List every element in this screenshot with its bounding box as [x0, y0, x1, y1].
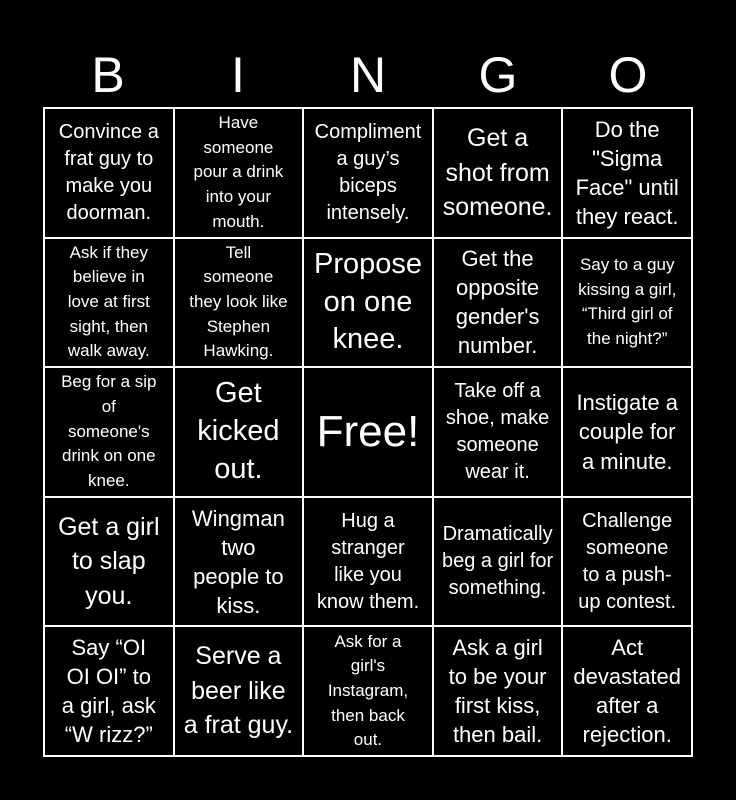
bingo-cell-text: Take off a shoe, make someone wear it. — [445, 379, 550, 483]
bingo-cell[interactable] — [44, 367, 174, 497]
bingo-cell-text: Do the "Sigma Face" until they react. — [575, 116, 679, 229]
bingo-header — [43, 45, 693, 105]
bingo-cell[interactable] — [433, 108, 563, 238]
bingo-cell-text: Serve a beer like a frat guy. — [183, 642, 294, 740]
bingo-cell[interactable] — [44, 497, 174, 627]
bingo-cell[interactable] — [174, 108, 304, 238]
bingo-cell-text: Free! — [316, 406, 420, 456]
bingo-cell[interactable] — [562, 626, 692, 756]
bingo-cell[interactable] — [174, 367, 304, 497]
bingo-cell-text: Tell someone they look like Stephen Hawking. — [189, 242, 288, 361]
header-letter-o: O — [608, 47, 648, 103]
bingo-cell[interactable] — [562, 497, 692, 627]
bingo-cell-text: Beg for a sip of someone's drink on one knee. — [61, 372, 157, 490]
bingo-cell-text: Ask a girl to be your first kiss, then bail. — [448, 635, 547, 748]
bingo-cell-text: Instigate a couple for a minute. — [576, 390, 678, 474]
bingo-cell-text: Ask for a girl's Instagram, then back out. — [327, 631, 409, 750]
header-letter-i: I — [231, 47, 245, 103]
bingo-cell-text: Get a shot from someone. — [442, 124, 553, 222]
bingo-cell-text: Act devastated after a rejection. — [573, 635, 682, 748]
bingo-cell-text: Propose on one knee. — [313, 247, 422, 356]
bingo-cell[interactable] — [44, 626, 174, 756]
bingo-cell-text: Hug a stranger like you know them. — [316, 509, 420, 613]
bingo-cell[interactable] — [303, 238, 433, 368]
bingo-cell[interactable] — [174, 497, 304, 627]
bingo-cell-text: Wingman two people to kiss. — [191, 505, 285, 618]
bingo-card-grid — [43, 107, 693, 757]
bingo-cell[interactable] — [303, 626, 433, 756]
header-letter-b: B — [91, 47, 125, 103]
bingo-cell-text: Say “OI OI OI” to a girl, ask “W rizz?” — [61, 635, 156, 748]
bingo-cell-text: Say to a guy kissing a girl, “Third girl of the night?” — [578, 255, 677, 349]
bingo-cell[interactable] — [433, 367, 563, 497]
bingo-cell[interactable] — [44, 238, 174, 368]
bingo-cell[interactable] — [562, 238, 692, 368]
bingo-cell[interactable] — [174, 626, 304, 756]
bingo-cell[interactable] — [433, 497, 563, 627]
bingo-cell[interactable] — [562, 367, 692, 497]
header-letter-n: N — [349, 47, 387, 103]
bingo-cell-text: Have someone pour a drink into your mouth. — [193, 113, 284, 231]
bingo-cell[interactable] — [303, 497, 433, 627]
bingo-cell-text: Compliment a guy’s biceps intensely. — [314, 120, 422, 224]
bingo-cell-text: Challenge someone to a push- up contest. — [578, 509, 677, 613]
bingo-cell[interactable] — [44, 108, 174, 238]
bingo-cell[interactable] — [433, 238, 563, 368]
bingo-cell-text: Get kicked out. — [197, 377, 280, 485]
bingo-cell[interactable] — [303, 108, 433, 238]
bingo-cell[interactable] — [433, 626, 563, 756]
bingo-cell-text: Ask if they believe in love at first sight, then walk away. — [67, 242, 150, 361]
bingo-cell[interactable] — [562, 108, 692, 238]
bingo-cell-text: Convince a frat guy to make you doorman. — [58, 120, 159, 224]
bingo-cell-text: Dramatically beg a girl for something. — [442, 523, 554, 600]
bingo-cell-text: Get a girl to slap you. — [58, 512, 160, 610]
header-letter-g: G — [478, 47, 518, 103]
bingo-cell[interactable] — [174, 238, 304, 368]
free-space-cell[interactable] — [303, 367, 433, 497]
bingo-cell-text: Get the opposite gender's number. — [455, 246, 540, 359]
